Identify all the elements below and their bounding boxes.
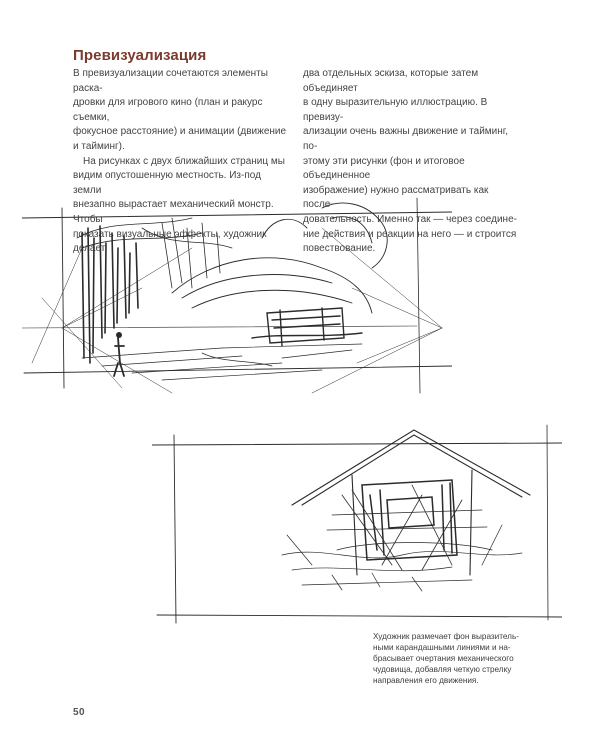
- text-line: изображение) нужно рассматривать как после-: [303, 184, 489, 211]
- text-line: дровки для игрового кино (план и ракурс съемки,: [73, 97, 263, 123]
- text-line: На рисунках с двух ближайших страниц мы: [83, 155, 285, 167]
- text-line: В превизуализации сочетаются элементы раска-: [73, 68, 268, 94]
- text-line: внезапно вырастает механический монстр. Чтобы: [73, 199, 274, 225]
- text-line: этому эти рисунки (фон и итоговое объединенное: [303, 155, 465, 182]
- sketch-landscape: [22, 188, 452, 398]
- text-line: фокусное расстояние) и анимации (движение: [73, 126, 287, 138]
- text-line: два отдельных эскиза, которые затем объединяет: [303, 68, 479, 94]
- sketch-monster: [152, 405, 562, 625]
- text-line: в одну выразительную иллюстрацию. В превизу-: [303, 97, 488, 123]
- text-line: повествование.: [303, 243, 376, 255]
- caption-line: брасывает очертания механического: [373, 654, 514, 663]
- text-line: довательность. Именно так — через соедине-: [303, 213, 517, 225]
- caption-line: ными карандашными линиями и на-: [373, 643, 511, 652]
- text-line: показать визуальные эффекты, художник делает: [73, 228, 267, 255]
- caption-line: Художник размечает фон выразитель-: [373, 632, 519, 641]
- image-caption: [373, 631, 558, 686]
- text-line: ние действия и реакции на него — и строится: [303, 228, 517, 240]
- text-line: и тайминг).: [73, 140, 125, 152]
- page-number: 50: [73, 707, 86, 718]
- caption-line: направления его движения.: [373, 676, 479, 685]
- text-line: ализации очень важны движение и тайминг, по-: [303, 126, 508, 152]
- paragraph-intro: [73, 67, 291, 155]
- text-line: видим опустошенную местность. Из-под земли: [73, 170, 261, 196]
- section-heading: Превизуализация: [73, 47, 207, 64]
- caption-line: чудовища, добавляя четкую стрелку: [373, 665, 512, 674]
